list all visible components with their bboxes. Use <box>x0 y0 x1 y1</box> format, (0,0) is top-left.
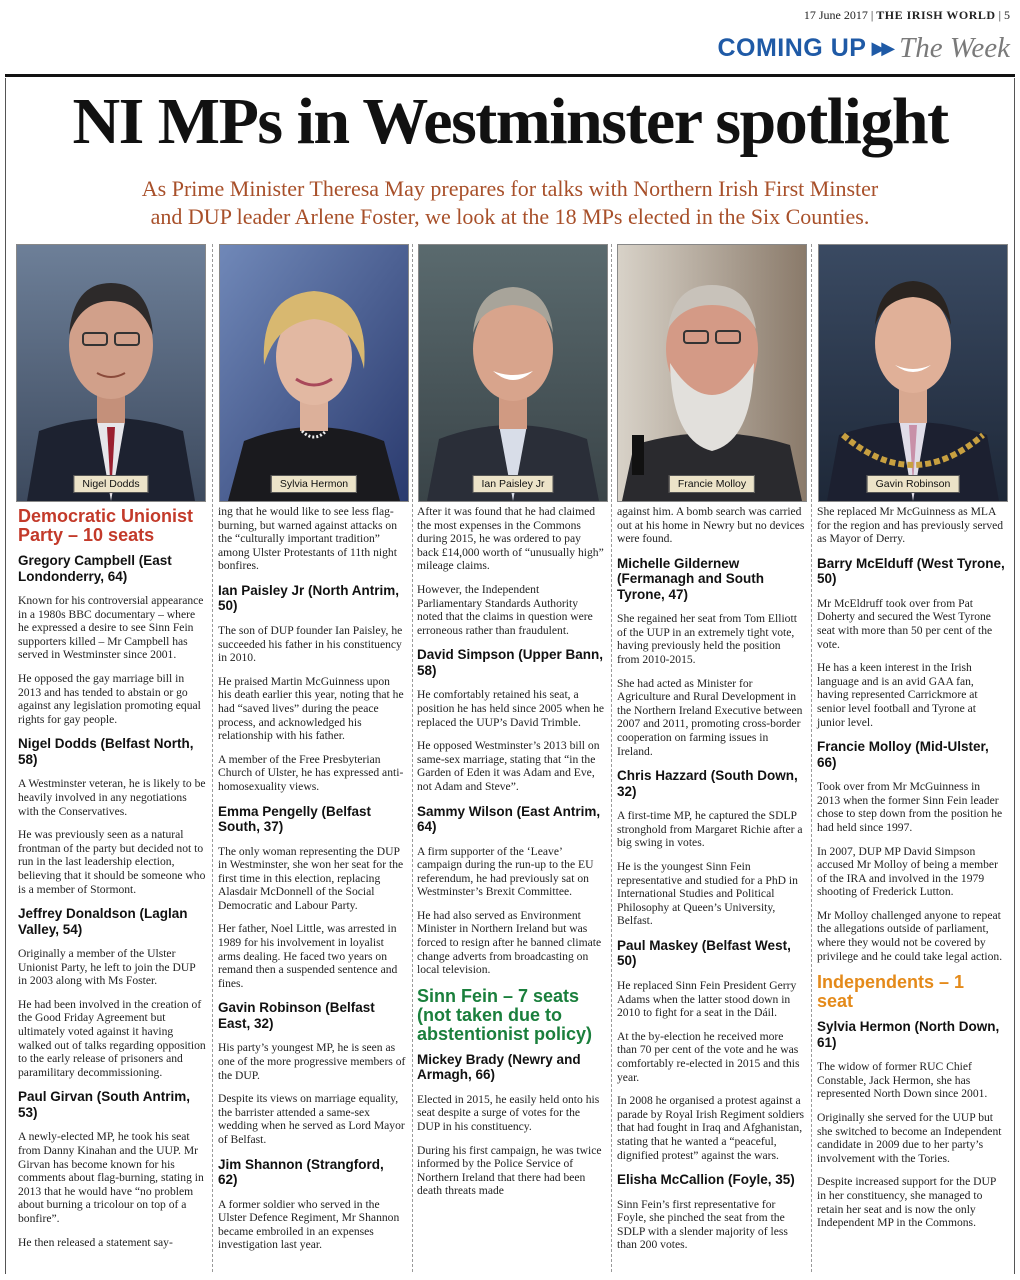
page-header-line <box>804 8 1010 23</box>
photo-nigel-dodds <box>16 244 206 502</box>
mp-name-heading: Gregory Campbell (East Londonderry, 64) <box>18 553 172 584</box>
portrait-illustration <box>220 245 408 501</box>
body-paragraph: Took over from Mr McGuinness in 2013 when the former Sinn Fein leader chose to step down from the position he had held since 1997. <box>817 780 1003 834</box>
mp-name-heading: Barry McElduff (West Tyrone, 50) <box>817 555 1005 587</box>
text-column-1 <box>18 505 206 1259</box>
body-paragraph: The widow of former RUC Chief Constable, Jack Hermon, she has represented North Down since 2001. <box>817 1060 988 1101</box>
column-rule <box>811 244 812 1272</box>
photo-gavin-robinson <box>818 244 1008 502</box>
body-paragraph: ing that he would like to see less flag-burning, but warned against attacks on the “culturally important tradition” among Ulster Protestants of 11th night bonfires. <box>218 505 398 573</box>
mp-name-heading: Ian Paisley Jr (North Antrim, 50) <box>218 582 400 614</box>
body-paragraph: After it was found that he had claimed the most expenses in the Commons during 2015, he was ordered to pay back £14,000 worth of “unusually high” mileage claims. <box>417 505 604 573</box>
mp-name-heading: Nigel Dodds (Belfast North, 58) <box>18 736 194 767</box>
standfirst-line-2: and DUP leader Arlene Foster, we look at the 18 MPs elected in the Six Counties. <box>150 204 870 229</box>
body-paragraph: At the by-election he received more than 70 per cent of the vote and he was comfortably re-elected in 2015 and this year. <box>617 1029 800 1084</box>
body-paragraph: He had also served as Environment Minister in Northern Ireland but was forced to resign after he banned climate change adverts from broadcasting on local television. <box>417 908 602 977</box>
body-paragraph: against him. A bomb search was carried out at his home in Newry but no devices were found. <box>617 505 805 546</box>
body-paragraph: He was previously seen as a natural frontman of the party but decided not to run in the last leadership election, believing that it should be someone who is a member of Stormont. <box>18 828 206 896</box>
mp-name-heading: Francie Molloy (Mid-Ulster, 66) <box>817 739 989 770</box>
mp-name-heading: Chris Hazzard (South Down, 32) <box>617 768 798 799</box>
mp-name-heading: Mickey Brady (Newry and Armagh, 66) <box>417 1051 581 1083</box>
column-rule <box>212 244 213 1272</box>
body-paragraph: Sinn Fein’s first representative for Foyle, she pinched the seat from the SDLP with a slender majority of less than 200 votes. <box>617 1197 788 1252</box>
page-number: 5 <box>1004 8 1010 22</box>
body-paragraph: The son of DUP founder Ian Paisley, he succeeded his father in his constituency in 2010. <box>218 623 403 665</box>
body-paragraph: He has a keen interest in the Irish language and is an avid GAA fan, having represented Carrickmore at senior level football and Tyrone at junior level. <box>817 661 978 729</box>
body-paragraph: She regained her seat from Tom Elliott of the UUP in an extremely tight vote, having previously held the position from 2010-2015. <box>617 612 797 667</box>
party-heading: Independents – 1 seat <box>817 972 965 1012</box>
body-paragraph: Originally a member of the Ulster Unionist Party, he left to join the DUP in 2003 along with Ms Foster. <box>18 947 196 988</box>
body-paragraph: He then released a statement say- <box>18 1235 173 1249</box>
section-banner <box>717 30 1010 66</box>
body-paragraph: He comfortably retained his seat, a position he has held since 2005 when he replaced the UUP’s David Trimble. <box>417 688 605 729</box>
party-heading: Democratic Unionist Party – 10 seats <box>18 506 194 545</box>
portrait-illustration <box>419 245 607 501</box>
body-paragraph: Despite increased support for the DUP in her constituency, she managed to retain her seat and is now the only Independent MP in the Commons. <box>817 1175 996 1230</box>
body-paragraph: A firm supporter of the ‘Leave’ campaign during the run-up to the EU referendum, he had previously sat on Westminster’s Brexit Committee. <box>417 844 594 899</box>
photo-ian-paisley-jr <box>418 244 608 502</box>
text-column-2 <box>218 505 406 1262</box>
photo-caption: Ian Paisley Jr <box>472 475 553 493</box>
top-rule <box>5 74 1015 77</box>
header-separator: | <box>998 8 1004 22</box>
body-paragraph: He opposed the gay marriage bill in 2013 and has tended to abstain or go against any legislation promoting equal rights for gay people. <box>18 671 201 726</box>
body-paragraph: A Westminster veteran, he is likely to be heavily involved in any negotiations with the Conservatives. <box>18 777 206 818</box>
body-paragraph: However, the Independent Parliamentary Standards Authority noted that the claims in question were erroneous rather than fraudulent. <box>417 582 593 637</box>
mp-name-heading: Michelle Gildernew (Fermanagh and South Tyrone, 47) <box>617 555 765 602</box>
body-paragraph: Her father, Noel Little, was arrested in 1989 for his involvement in loyalist arms dealing. He faced two years on remand then a suspended sentence and fines. <box>218 922 398 990</box>
double-arrow-icon: ▶▶ <box>871 37 892 58</box>
body-paragraph: A newly-elected MP, he took his seat from Danny Kinahan and the UUP. Mr Girvan has become known for his comments about flag-burning, stating in 2013 that he would have “no problem about burning a tricolour on top of a bonfire”. <box>18 1130 204 1225</box>
issue-date: 17 June 2017 <box>803 8 868 22</box>
mp-name-heading: David Simpson (Upper Bann, 58) <box>417 647 604 678</box>
mp-name-heading: Jeffrey Donaldson (Laglan Valley, 54) <box>18 906 188 937</box>
mp-name-heading: Paul Maskey (Belfast West, 50) <box>617 937 791 969</box>
mp-name-heading: Emma Pengelly (Belfast South, 37) <box>218 803 372 834</box>
body-paragraph: She had acted as Minister for Agriculture and Rural Development in the Northern Ireland Executive between 2007 and 2011, promoting cross-border cooperation on farming issues in Ireland. <box>617 676 803 758</box>
body-paragraph: Mr Molloy challenged anyone to repeat the allegations outside of parliament, where they would not be covered by privilege and he could take legal action. <box>817 908 1003 963</box>
mp-name-heading: Jim Shannon (Strangford, 62) <box>218 1156 384 1188</box>
body-paragraph: A first-time MP, he captured the SDLP stronghold from Margaret Richie after a big swing in votes. <box>617 809 803 850</box>
headline: NI MPs in Westminster spotlight <box>72 85 948 158</box>
portrait-illustration <box>17 245 205 501</box>
header-separator: | <box>870 8 877 22</box>
standfirst <box>0 175 1020 231</box>
body-paragraph: He is the youngest Sinn Fein representative and studied for a PhD in International Studies and Political Philosophy at Queen’s University, Belfast. <box>617 860 798 928</box>
mp-name-heading: Gavin Robinson (Belfast East, 32) <box>218 1000 375 1031</box>
body-paragraph: She replaced Mr McGuinness as MLA for the region and has previously served as Mayor of Derry. <box>817 505 1004 546</box>
portrait-illustration <box>618 245 806 501</box>
photo-francie-molloy <box>617 244 807 502</box>
newspaper-name: THE IRISH WORLD <box>876 8 996 22</box>
body-paragraph: A former soldier who served in the Ulster Defence Regiment, Mr Shannon became embroiled in an expenses investigation last year. <box>218 1197 400 1252</box>
text-column-5 <box>817 505 1005 1240</box>
body-paragraph: His party’s youngest MP, he is seen as one of the more progressive members of the DUP. <box>218 1041 406 1082</box>
section-title: COMING UP <box>717 33 867 62</box>
mp-name-heading: Sammy Wilson (East Antrim, 64) <box>417 803 601 834</box>
body-paragraph: During his first campaign, he was twice informed by the Police Service of Northern Ireland that there had been death threats made <box>417 1143 602 1198</box>
body-paragraph: In 2008 he organised a protest against a parade by Royal Irish Regiment soldiers that had fought in Iraq and Afghanistan, stating that he wanted a “peaceful, dignified protest” against the wars. <box>617 1094 805 1162</box>
body-paragraph: Originally she served for the UUP but she switched to become an Independent candidate in 2009 due to her party’s involvement with the Tories. <box>817 1111 1002 1165</box>
body-paragraph: Known for his controversial appearance in a 1980s BBC documentary – where he expressed a desire to see Sinn Fein supporters killed – Mr Campbell has served in Westminster since 2001. <box>18 594 204 662</box>
column-rule <box>611 244 612 1272</box>
body-paragraph: In 2007, DUP MP David Simpson accused Mr Molloy of being a member of the IRA and involved in the 1979 shooting of Frederick Lutton. <box>817 844 998 899</box>
text-column-4 <box>617 505 805 1262</box>
column-rule <box>412 244 413 1272</box>
body-paragraph: Elected in 2015, he easily held onto his seat despite a surge of votes for the DUP in his constituency. <box>417 1092 600 1134</box>
body-paragraph: Mr McEldruff took over from Pat Doherty and secured the West Tyrone seat with more than 50 per cent of the vote. <box>817 596 993 651</box>
photo-caption: Sylvia Hermon <box>271 475 357 493</box>
body-paragraph: He praised Martin McGuinness upon his death earlier this year, noting that he had “saved lives” during the peace process, and acknowledged his relationship with his father. <box>218 674 404 743</box>
body-paragraph: The only woman representing the DUP in Westminster, she won her seat for the first time in this election, replacing Alasdair McDonnell of the Social Democratic and Labour Party. <box>218 844 404 912</box>
party-heading: Sinn Fein – 7 seats (not taken due to abstentionist policy) <box>417 985 593 1044</box>
portrait-illustration <box>819 245 1007 501</box>
text-column-3 <box>417 505 605 1208</box>
section-subtitle: The Week <box>899 31 1010 64</box>
body-paragraph: He had been involved in the creation of the Good Friday Agreement but ultimately voted against it having walked out of talks regarding opposition to the early release of prisoners and paramilitary decommissioning. <box>18 997 206 1079</box>
photo-caption: Francie Molloy <box>669 475 755 493</box>
body-paragraph: Despite its views on marriage equality, the barrister attended a same-sex wedding when he served as Lord Mayor of Belfast. <box>218 1092 405 1146</box>
photo-caption: Nigel Dodds <box>73 475 148 493</box>
photo-sylvia-hermon <box>219 244 409 502</box>
body-paragraph: He opposed Westminster’s 2013 bill on same-sex marriage, stating that “in the Garden of Eden it was Adam and Eve, not Adam and Steve”. <box>417 739 600 793</box>
mp-name-heading: Sylvia Hermon (North Down, 61) <box>817 1019 1000 1050</box>
mp-name-heading: Paul Girvan (South Antrim, 53) <box>18 1089 191 1120</box>
body-paragraph: He replaced Sinn Fein President Gerry Adams when the latter stood down in 2010 to fight for a seat in the Dáil. <box>617 978 797 1020</box>
photo-caption: Gavin Robinson <box>867 475 960 493</box>
mp-name-heading: Elisha McCallion (Foyle, 35) <box>617 1172 795 1188</box>
standfirst-line-1: As Prime Minister Theresa May prepares for talks with Northern Irish First Minster <box>141 176 879 201</box>
body-paragraph: A member of the Free Presbyterian Church of Ulster, he has expressed anti-homosexuality views. <box>218 752 404 793</box>
